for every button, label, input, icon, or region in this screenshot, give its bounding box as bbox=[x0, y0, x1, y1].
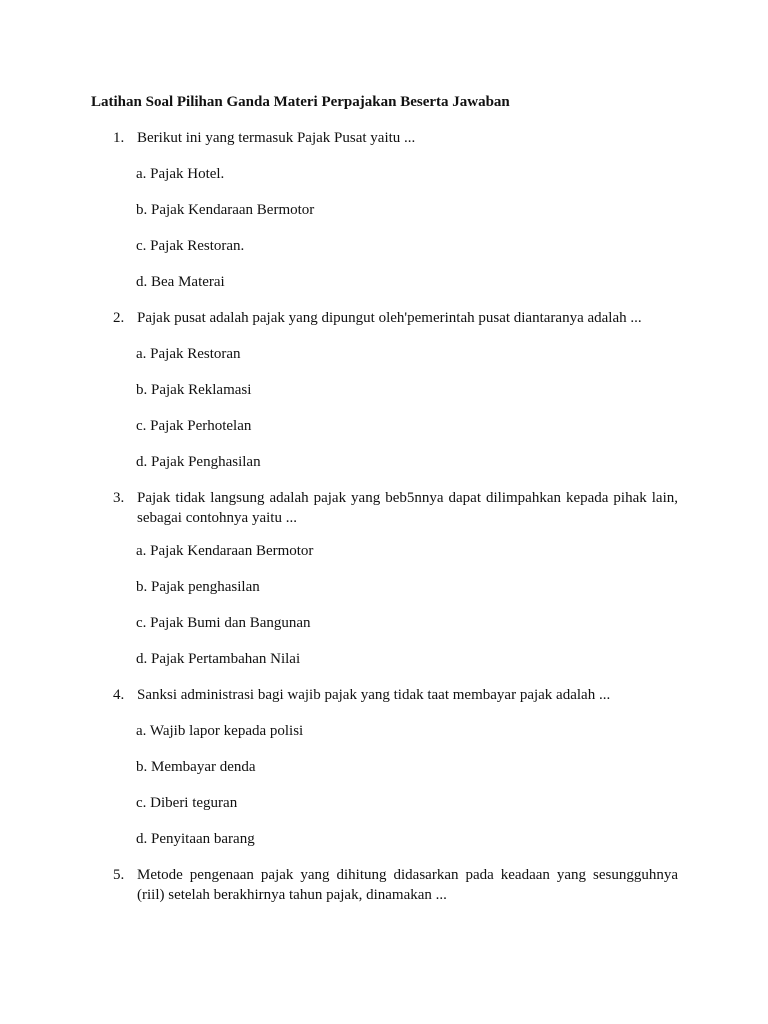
question-4-option-b: b. Membayar denda bbox=[136, 759, 256, 775]
question-1-option-b: b. Pajak Kendaraan Bermotor bbox=[136, 202, 315, 218]
question-3-option-b: b. Pajak penghasilan bbox=[136, 579, 260, 595]
question-3-text: Pajak tidak langsung adalah pajak yang beb5nnya dapat dilimpahkan kepada pihak lain, sebagai contohnya yaitu ... bbox=[137, 490, 678, 526]
question-1-number: 1. bbox=[113, 130, 125, 146]
question-4-number: 4. bbox=[113, 687, 125, 703]
question-5-number: 5. bbox=[113, 867, 125, 883]
question-4-option-d: d. Penyitaan barang bbox=[136, 831, 255, 847]
question-2-option-c: c. Pajak Perhotelan bbox=[136, 418, 252, 434]
document-title: Latihan Soal Pilihan Ganda Materi Perpajakan Beserta Jawaban bbox=[91, 94, 510, 110]
question-4-option-a: a. Wajib lapor kepada polisi bbox=[136, 723, 304, 739]
question-3-option-a: a. Pajak Kendaraan Bermotor bbox=[136, 543, 314, 559]
question-2-option-b: b. Pajak Reklamasi bbox=[136, 382, 252, 398]
question-1-option-d: d. Bea Materai bbox=[136, 274, 225, 290]
question-4-text: Sanksi administrasi bagi wajib pajak yang tidak taat membayar pajak adalah ... bbox=[137, 687, 611, 703]
question-1-option-a: a. Pajak Hotel. bbox=[136, 166, 225, 182]
question-4-option-c: c. Diberi teguran bbox=[136, 795, 238, 811]
question-2-number: 2. bbox=[113, 310, 125, 326]
question-1-option-c: c. Pajak Restoran. bbox=[136, 238, 245, 254]
question-3-option-d: d. Pajak Pertambahan Nilai bbox=[136, 651, 301, 667]
question-5-text: Metode pengenaan pajak yang dihitung didasarkan pada keadaan yang sesungguhnya (riil) setelah berakhirnya tahun pajak, dinamakan ... bbox=[137, 867, 678, 903]
question-2-option-a: a. Pajak Restoran bbox=[136, 346, 241, 362]
question-3-option-c: c. Pajak Bumi dan Bangunan bbox=[136, 615, 311, 631]
question-2-option-d: d. Pajak Penghasilan bbox=[136, 454, 261, 470]
question-2-text: Pajak pusat adalah pajak yang dipungut oleh'pemerintah pusat diantaranya adalah ... bbox=[137, 310, 642, 326]
question-1-text: Berikut ini yang termasuk Pajak Pusat yaitu ... bbox=[137, 130, 416, 146]
question-3-number: 3. bbox=[113, 490, 125, 506]
